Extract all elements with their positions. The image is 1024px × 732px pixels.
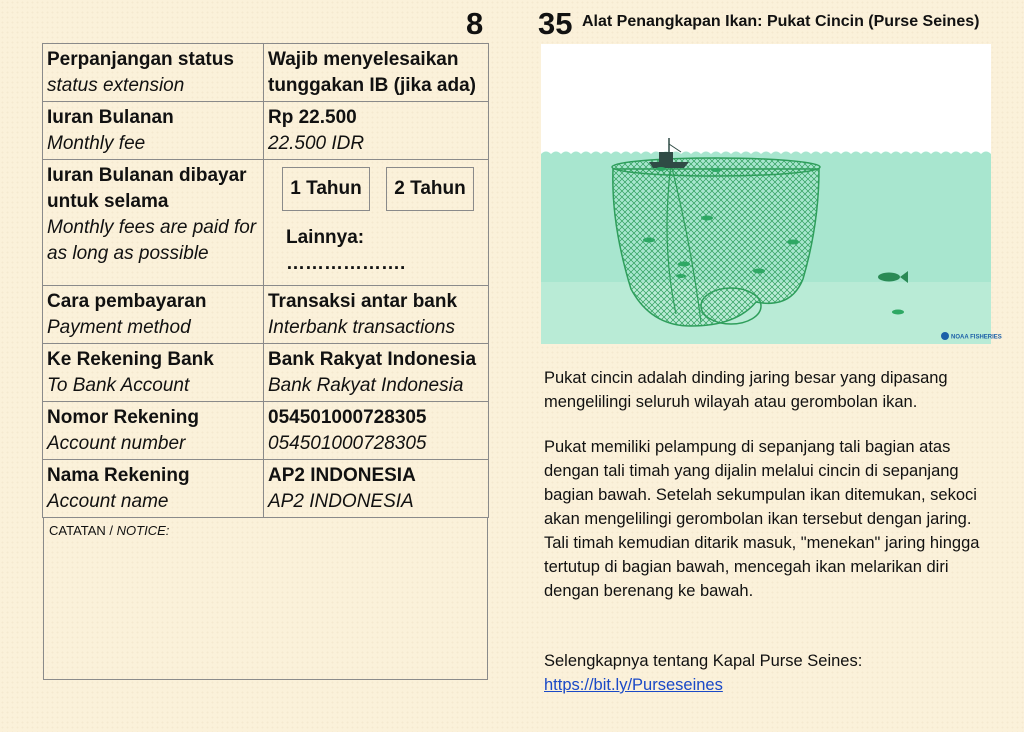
row-value: 054501000728305: [268, 407, 427, 428]
sky: [541, 44, 991, 154]
row-label: Perpanjangan status: [47, 49, 234, 70]
fish-icon: [676, 274, 686, 278]
fish-icon: [787, 240, 799, 245]
row-value-en: 054501000728305: [268, 433, 427, 454]
purse-seines-link[interactable]: https://bit.ly/Purseseines: [544, 676, 723, 694]
fish-icon: [656, 167, 666, 171]
row-value-en: AP2 INDONESIA: [268, 491, 414, 512]
table-row: [43, 402, 489, 460]
row-value-en: Bank Rakyat Indonesia: [268, 375, 464, 396]
row-label: Iuran Bulanan dibayar untuk selama: [47, 165, 247, 212]
paragraph-detail: Pukat memiliki pelampung di sepanjang tali bagian atas dengan tali timah yang dijalin melalui cincin di sepanjang bagian bawah. Setelah sekumpulan ikan ditemukan, sekoci akan mengelilingi gerombolan ikan tersebut dengan jaring. Tali timah kemudian ditarik masuk, "menekan" jaring hingga tertutup di bagian bawah, mencegah ikan melarikan diri dengan berenang ke bawah.: [544, 438, 980, 600]
row-label-en: Monthly fees are paid for as long as possible: [47, 217, 257, 264]
more-info-text: Selengkapnya tentang Kapal Purse Seines:: [544, 652, 863, 670]
row-label: Ke Rekening Bank: [47, 349, 214, 370]
right-page-number: 35: [538, 6, 573, 41]
row-value-en: 22.500 IDR: [268, 133, 365, 154]
row-value: Rp 22.500: [268, 107, 357, 128]
row-label-en: status extension: [47, 75, 185, 96]
table-row: [43, 102, 489, 160]
table-row: [43, 44, 489, 102]
row-value: Bank Rakyat Indonesia: [268, 349, 477, 370]
table-row: [43, 286, 489, 344]
table-row: [43, 460, 489, 518]
row-label-en: Monthly fee: [47, 133, 146, 154]
row-label-en: Account name: [47, 491, 169, 512]
notice-label: CATATAN /: [49, 523, 117, 538]
page-heading: Alat Penangkapan Ikan: Pukat Cincin (Purse Seines): [582, 13, 980, 30]
fish-icon: [753, 269, 765, 274]
paragraph-intro: Pukat cincin adalah dinding jaring besar yang dipasang mengelilingi seluruh wilayah atau gerombolan ikan.: [544, 369, 948, 411]
row-value-en: Interbank transactions: [268, 317, 455, 338]
duration-options: [282, 167, 484, 211]
boat-cabin: [659, 152, 673, 162]
option-1-year[interactable]: 1 Tahun: [282, 167, 370, 211]
left-page-number: 8: [466, 6, 484, 41]
row-label: Nomor Rekening: [47, 407, 200, 428]
row-label: Nama Rekening: [47, 465, 190, 486]
row-label: Cara pembayaran: [47, 291, 207, 312]
paragraph-more: [544, 649, 994, 697]
fish-icon: [643, 238, 655, 243]
fish-icon: [678, 262, 690, 267]
fish-icon: [701, 216, 713, 221]
row-label-en: To Bank Account: [47, 375, 190, 396]
purse-seine-illustration: [541, 44, 1002, 344]
notice-box[interactable]: [43, 517, 488, 680]
row-label-en: Payment method: [47, 317, 191, 338]
noaa-logo-text: NOAA FISHERIES: [951, 334, 1002, 341]
fish-icon: [711, 168, 721, 172]
net-float-line: [612, 158, 820, 176]
option-other[interactable]: Lainnya: ……………….: [286, 227, 406, 274]
table-row: [43, 344, 489, 402]
fish-icon: [892, 310, 904, 315]
row-value: Wajib menyelesaikan tunggakan IB (jika ada): [268, 49, 476, 96]
table-row: [43, 160, 489, 286]
option-2-years[interactable]: 2 Tahun: [386, 167, 474, 211]
notice-label-en: NOTICE:: [116, 523, 170, 538]
membership-fee-table: [42, 43, 489, 518]
boat-icon: [649, 162, 689, 168]
row-value: Transaksi antar bank: [268, 291, 458, 312]
row-value: AP2 INDONESIA: [268, 465, 416, 486]
row-label: Iuran Bulanan: [47, 107, 174, 128]
row-label-en: Account number: [47, 433, 186, 454]
